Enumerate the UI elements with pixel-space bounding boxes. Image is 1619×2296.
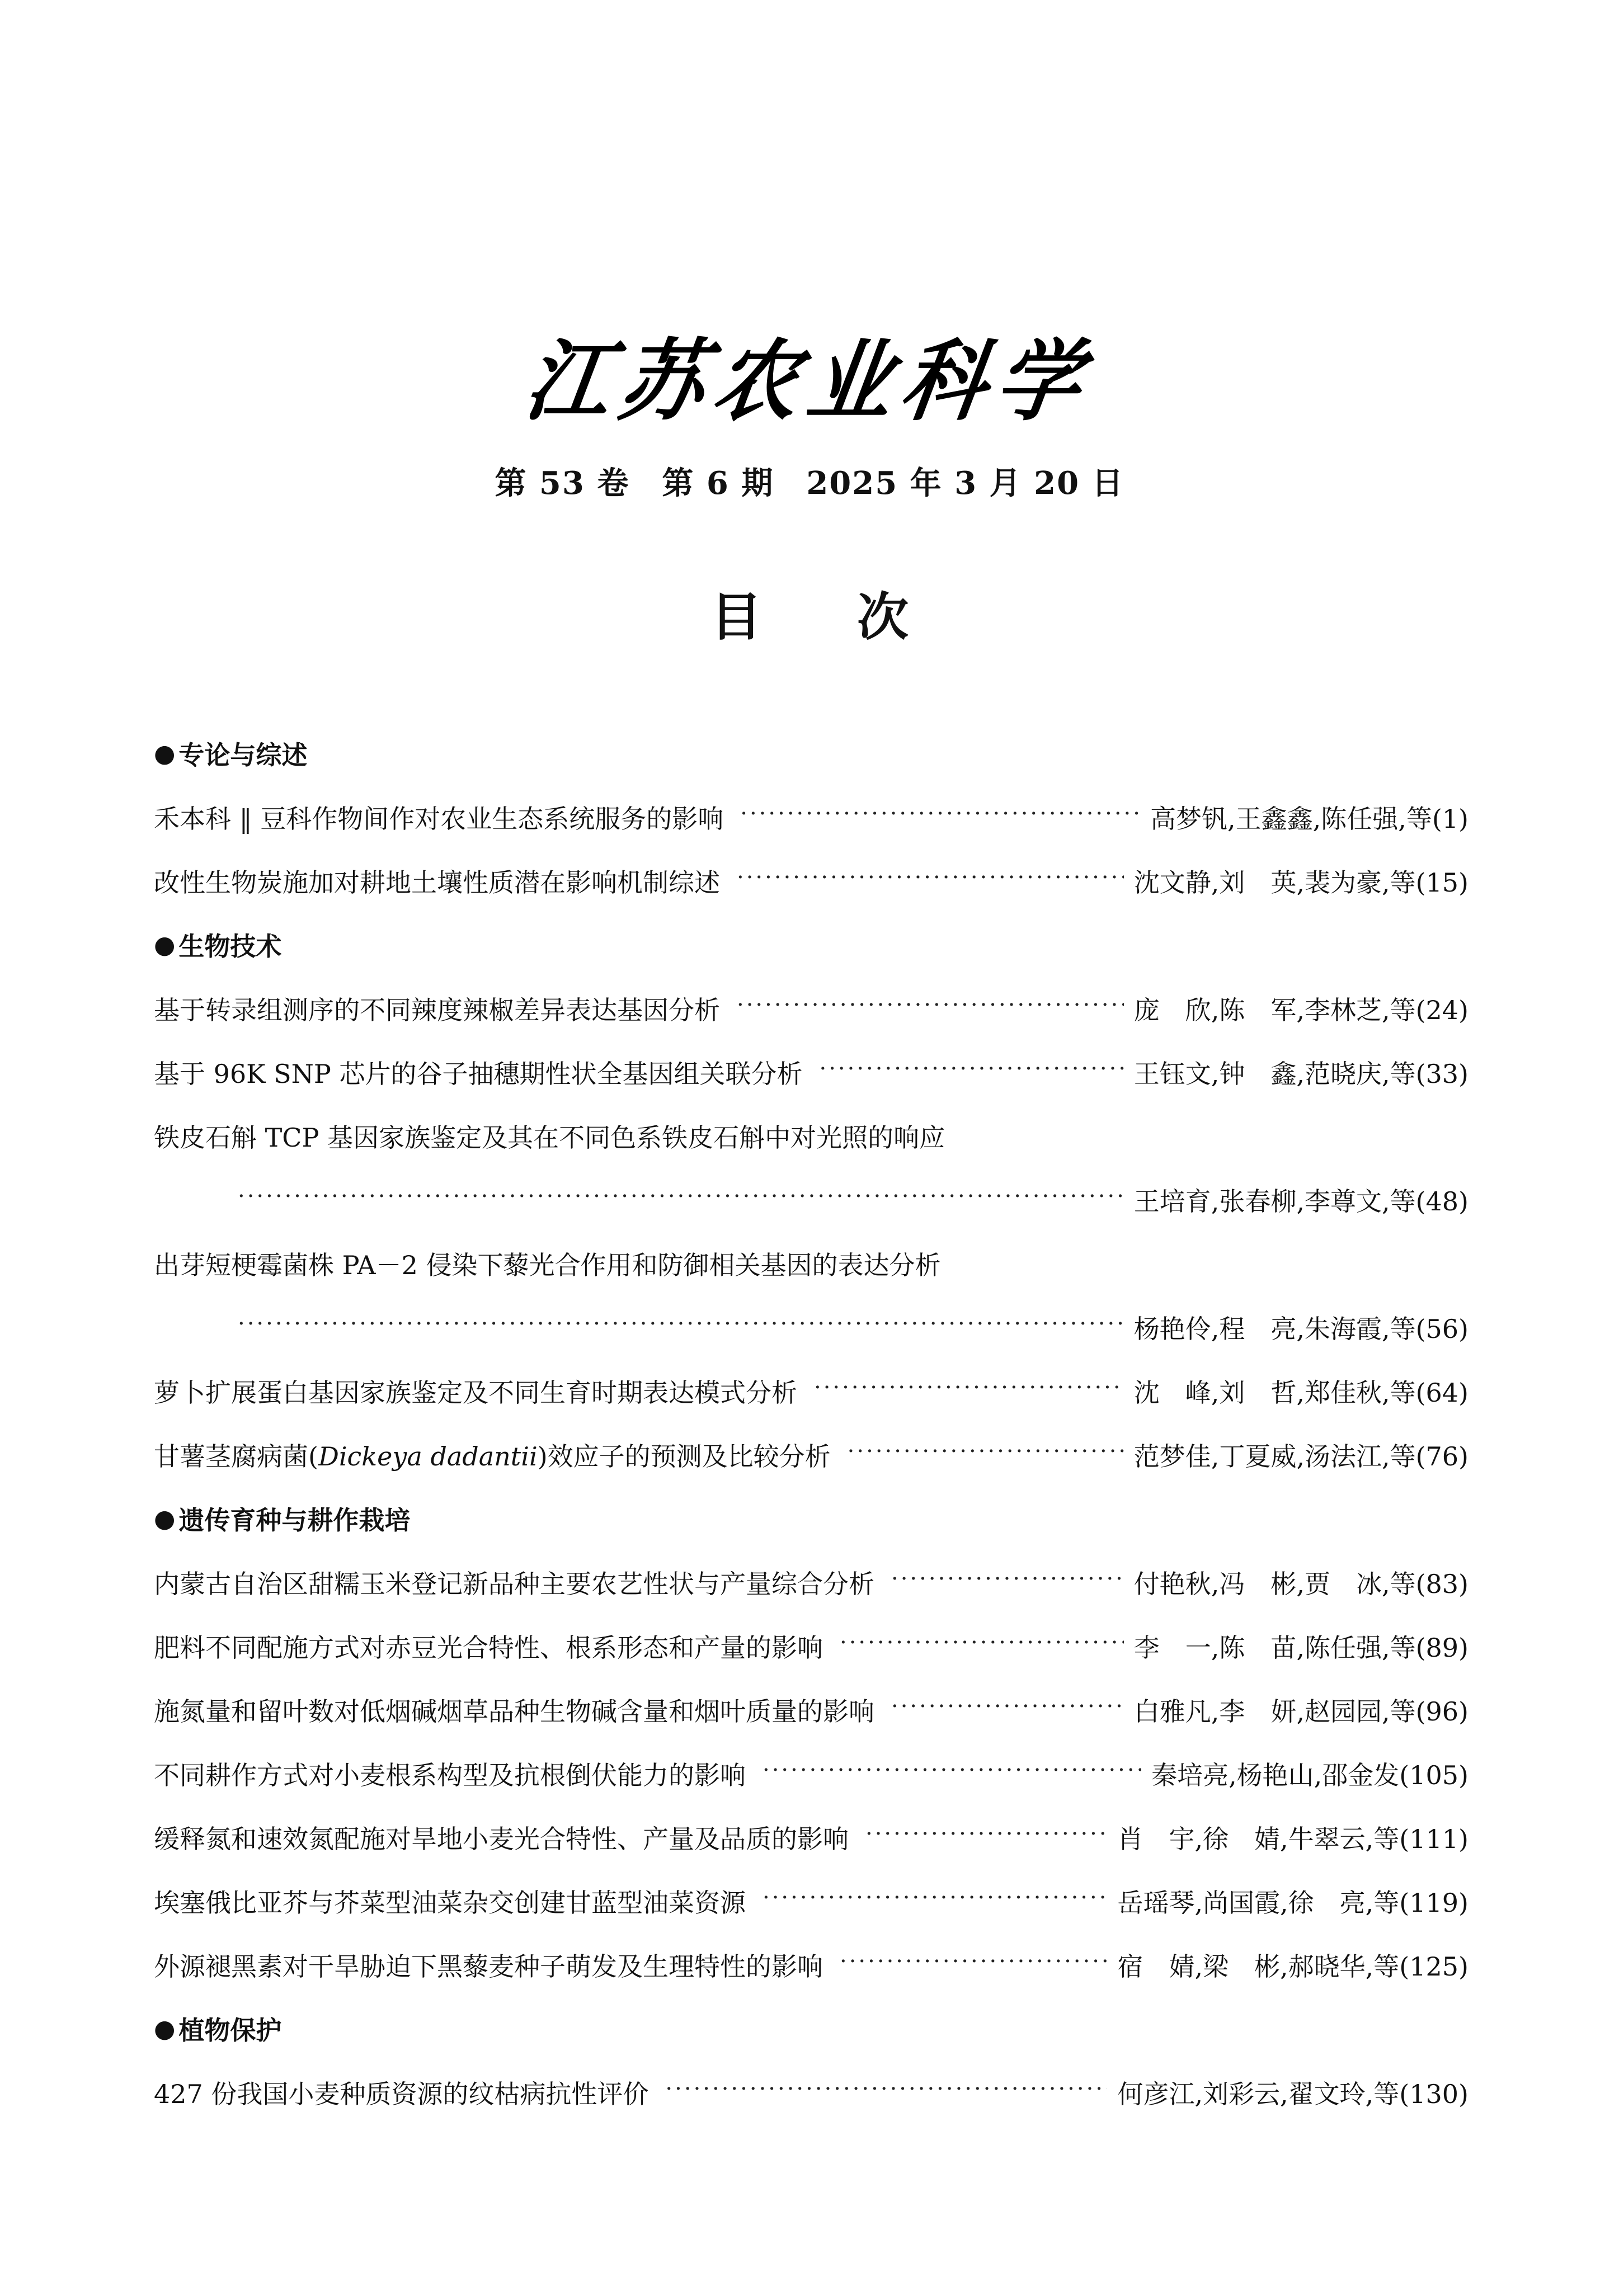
leader-dots <box>891 1569 1124 1595</box>
leader-dots <box>891 1697 1124 1723</box>
article-authors: 付艳秋,冯 彬,贾 冰,等(83) <box>1133 1569 1469 1599</box>
article-title: 内蒙古自治区甜糯玉米登记新品种主要农艺性状与产量综合分析 <box>154 1569 874 1599</box>
article-title: 施氮量和留叶数对低烟碱烟草品种生物碱含量和烟叶质量的影响 <box>154 1696 874 1727</box>
toc-entry-line1[interactable] <box>154 1104 1469 1168</box>
leader-dots <box>665 2080 1107 2105</box>
leader-dots <box>763 1888 1107 1914</box>
section-title: 专论与综述 <box>178 740 308 770</box>
article-authors: 岳瑶琴,尚国霞,徐 亮,等(119) <box>1117 1888 1469 1918</box>
article-title: 不同耕作方式对小麦根系构型及抗根倒伏能力的影响 <box>154 1760 746 1790</box>
article-authors: 秦培亮,杨艳山,邵金发(105) <box>1151 1760 1469 1790</box>
toc-entry[interactable] <box>154 2061 1469 2124</box>
article-title: 基于转录组测序的不同辣度辣椒差异表达基因分析 <box>154 995 720 1025</box>
toc-entry[interactable] <box>154 1742 1469 1805</box>
article-title: 外源褪黑素对干旱胁迫下黑藜麦种子萌发及生理特性的影响 <box>154 1951 823 1982</box>
section-heading <box>154 1487 1469 1550</box>
leader-dots <box>848 1442 1124 1468</box>
toc-heading-left: 目 <box>710 587 762 647</box>
section-heading <box>154 722 1469 785</box>
section-title: 生物技术 <box>178 931 282 961</box>
toc-entry[interactable] <box>154 1423 1469 1487</box>
bullet-icon: ● <box>154 739 176 768</box>
toc-entry[interactable] <box>154 1040 1469 1104</box>
toc-heading-right: 次 <box>857 587 909 647</box>
leader-dots <box>819 1059 1123 1085</box>
toc-entry[interactable] <box>154 1869 1469 1933</box>
article-authors: 沈文静,刘 英,裴为豪,等(15) <box>1133 868 1469 898</box>
article-title-species: Dickeya dadantii <box>318 1441 538 1472</box>
article-title: 427 份我国小麦种质资源的纹枯病抗性评价 <box>154 2079 649 2109</box>
article-authors: 宿 婧,梁 彬,郝晓华,等(125) <box>1117 1951 1469 1982</box>
leader-dots <box>814 1378 1124 1404</box>
toc-entry[interactable] <box>154 1550 1469 1614</box>
article-title-pre: 甘薯茎腐病菌( <box>154 1441 318 1472</box>
section-title: 遗传育种与耕作栽培 <box>178 1505 411 1535</box>
article-title: 缓释氮和速效氮配施对旱地小麦光合特性、产量及品质的影响 <box>154 1824 849 1854</box>
toc-entry[interactable] <box>154 785 1469 849</box>
article-title: 出芽短梗霉菌株 PA－2 侵染下藜光合作用和防御相关基因的表达分析 <box>154 1250 941 1280</box>
leader-dots <box>840 1952 1107 1978</box>
section-heading <box>154 1997 1469 2061</box>
article-title: 禾本科 ‖ 豆科作物间作对农业生态系统服务的影响 <box>154 804 724 834</box>
article-authors: 沈 峰,刘 哲,郑佳秋,等(64) <box>1133 1378 1469 1408</box>
bullet-icon: ● <box>154 1504 176 1533</box>
bullet-icon: ● <box>154 930 176 959</box>
leader-dots <box>865 1824 1107 1850</box>
article-authors: 王培育,张春柳,李尊文,等(48) <box>1133 1186 1469 1217</box>
article-authors: 何彦江,刘彩云,翟文玲,等(130) <box>1117 2079 1469 2109</box>
toc-entry[interactable] <box>154 1359 1469 1423</box>
article-authors: 高梦钒,王鑫鑫,陈任强,等(1) <box>1150 804 1469 834</box>
leader-dots <box>737 868 1124 894</box>
leader-dots <box>238 1187 1124 1213</box>
section-heading <box>154 913 1469 977</box>
toc-entry[interactable] <box>154 1805 1469 1869</box>
table-of-contents <box>154 722 1469 2124</box>
bullet-icon: ● <box>154 2014 176 2043</box>
article-authors: 王钰文,钟 鑫,范晓庆,等(33) <box>1133 1059 1469 1089</box>
article-authors: 白雅凡,李 妍,赵园园,等(96) <box>1133 1696 1469 1727</box>
article-title: 肥料不同配施方式对赤豆光合特性、根系形态和产量的影响 <box>154 1633 823 1663</box>
toc-entry[interactable] <box>154 1678 1469 1742</box>
toc-entry-line2[interactable] <box>154 1168 1469 1232</box>
article-authors: 范梦佳,丁夏威,汤法江,等(76) <box>1133 1441 1469 1472</box>
toc-entry[interactable] <box>154 977 1469 1040</box>
toc-entry-line2[interactable] <box>154 1295 1469 1359</box>
issue-info: 第 53 卷 第 6 期 2025 年 3 月 20 日 <box>495 465 1124 502</box>
section-title: 植物保护 <box>178 2015 282 2045</box>
article-title: 埃塞俄比亚芥与芥菜型油菜杂交创建甘蓝型油菜资源 <box>154 1888 746 1918</box>
article-authors: 庞 欣,陈 军,李林芝,等(24) <box>1133 995 1469 1025</box>
journal-logo: 江苏农业科学 <box>519 329 1098 433</box>
leader-dots <box>763 1761 1141 1786</box>
leader-dots <box>740 804 1140 830</box>
toc-heading <box>0 576 1619 650</box>
article-title: 萝卜扩展蛋白基因家族鉴定及不同生育时期表达模式分析 <box>154 1378 797 1408</box>
leader-dots <box>238 1314 1124 1340</box>
toc-entry[interactable] <box>154 849 1469 913</box>
article-title: 铁皮石斛 TCP 基因家族鉴定及其在不同色系铁皮石斛中对光照的响应 <box>154 1123 945 1153</box>
article-title-post: )效应子的预测及比较分析 <box>537 1441 831 1472</box>
article-title: 改性生物炭施加对耕地土壤性质潜在影响机制综述 <box>154 868 720 898</box>
article-title: 基于 96K SNP 芯片的谷子抽穗期性状全基因组关联分析 <box>154 1059 803 1089</box>
toc-entry[interactable] <box>154 1614 1469 1678</box>
toc-entry-line1[interactable] <box>154 1232 1469 1295</box>
article-authors: 李 一,陈 苗,陈任强,等(89) <box>1133 1633 1469 1663</box>
article-authors: 肖 宇,徐 婧,牛翠云,等(111) <box>1117 1824 1469 1854</box>
leader-dots <box>737 996 1124 1021</box>
masthead <box>0 313 1619 434</box>
article-authors: 杨艳伶,程 亮,朱海霞,等(56) <box>1133 1314 1469 1344</box>
leader-dots <box>840 1633 1124 1659</box>
article-title <box>154 1436 831 1473</box>
toc-entry[interactable] <box>154 1933 1469 1997</box>
